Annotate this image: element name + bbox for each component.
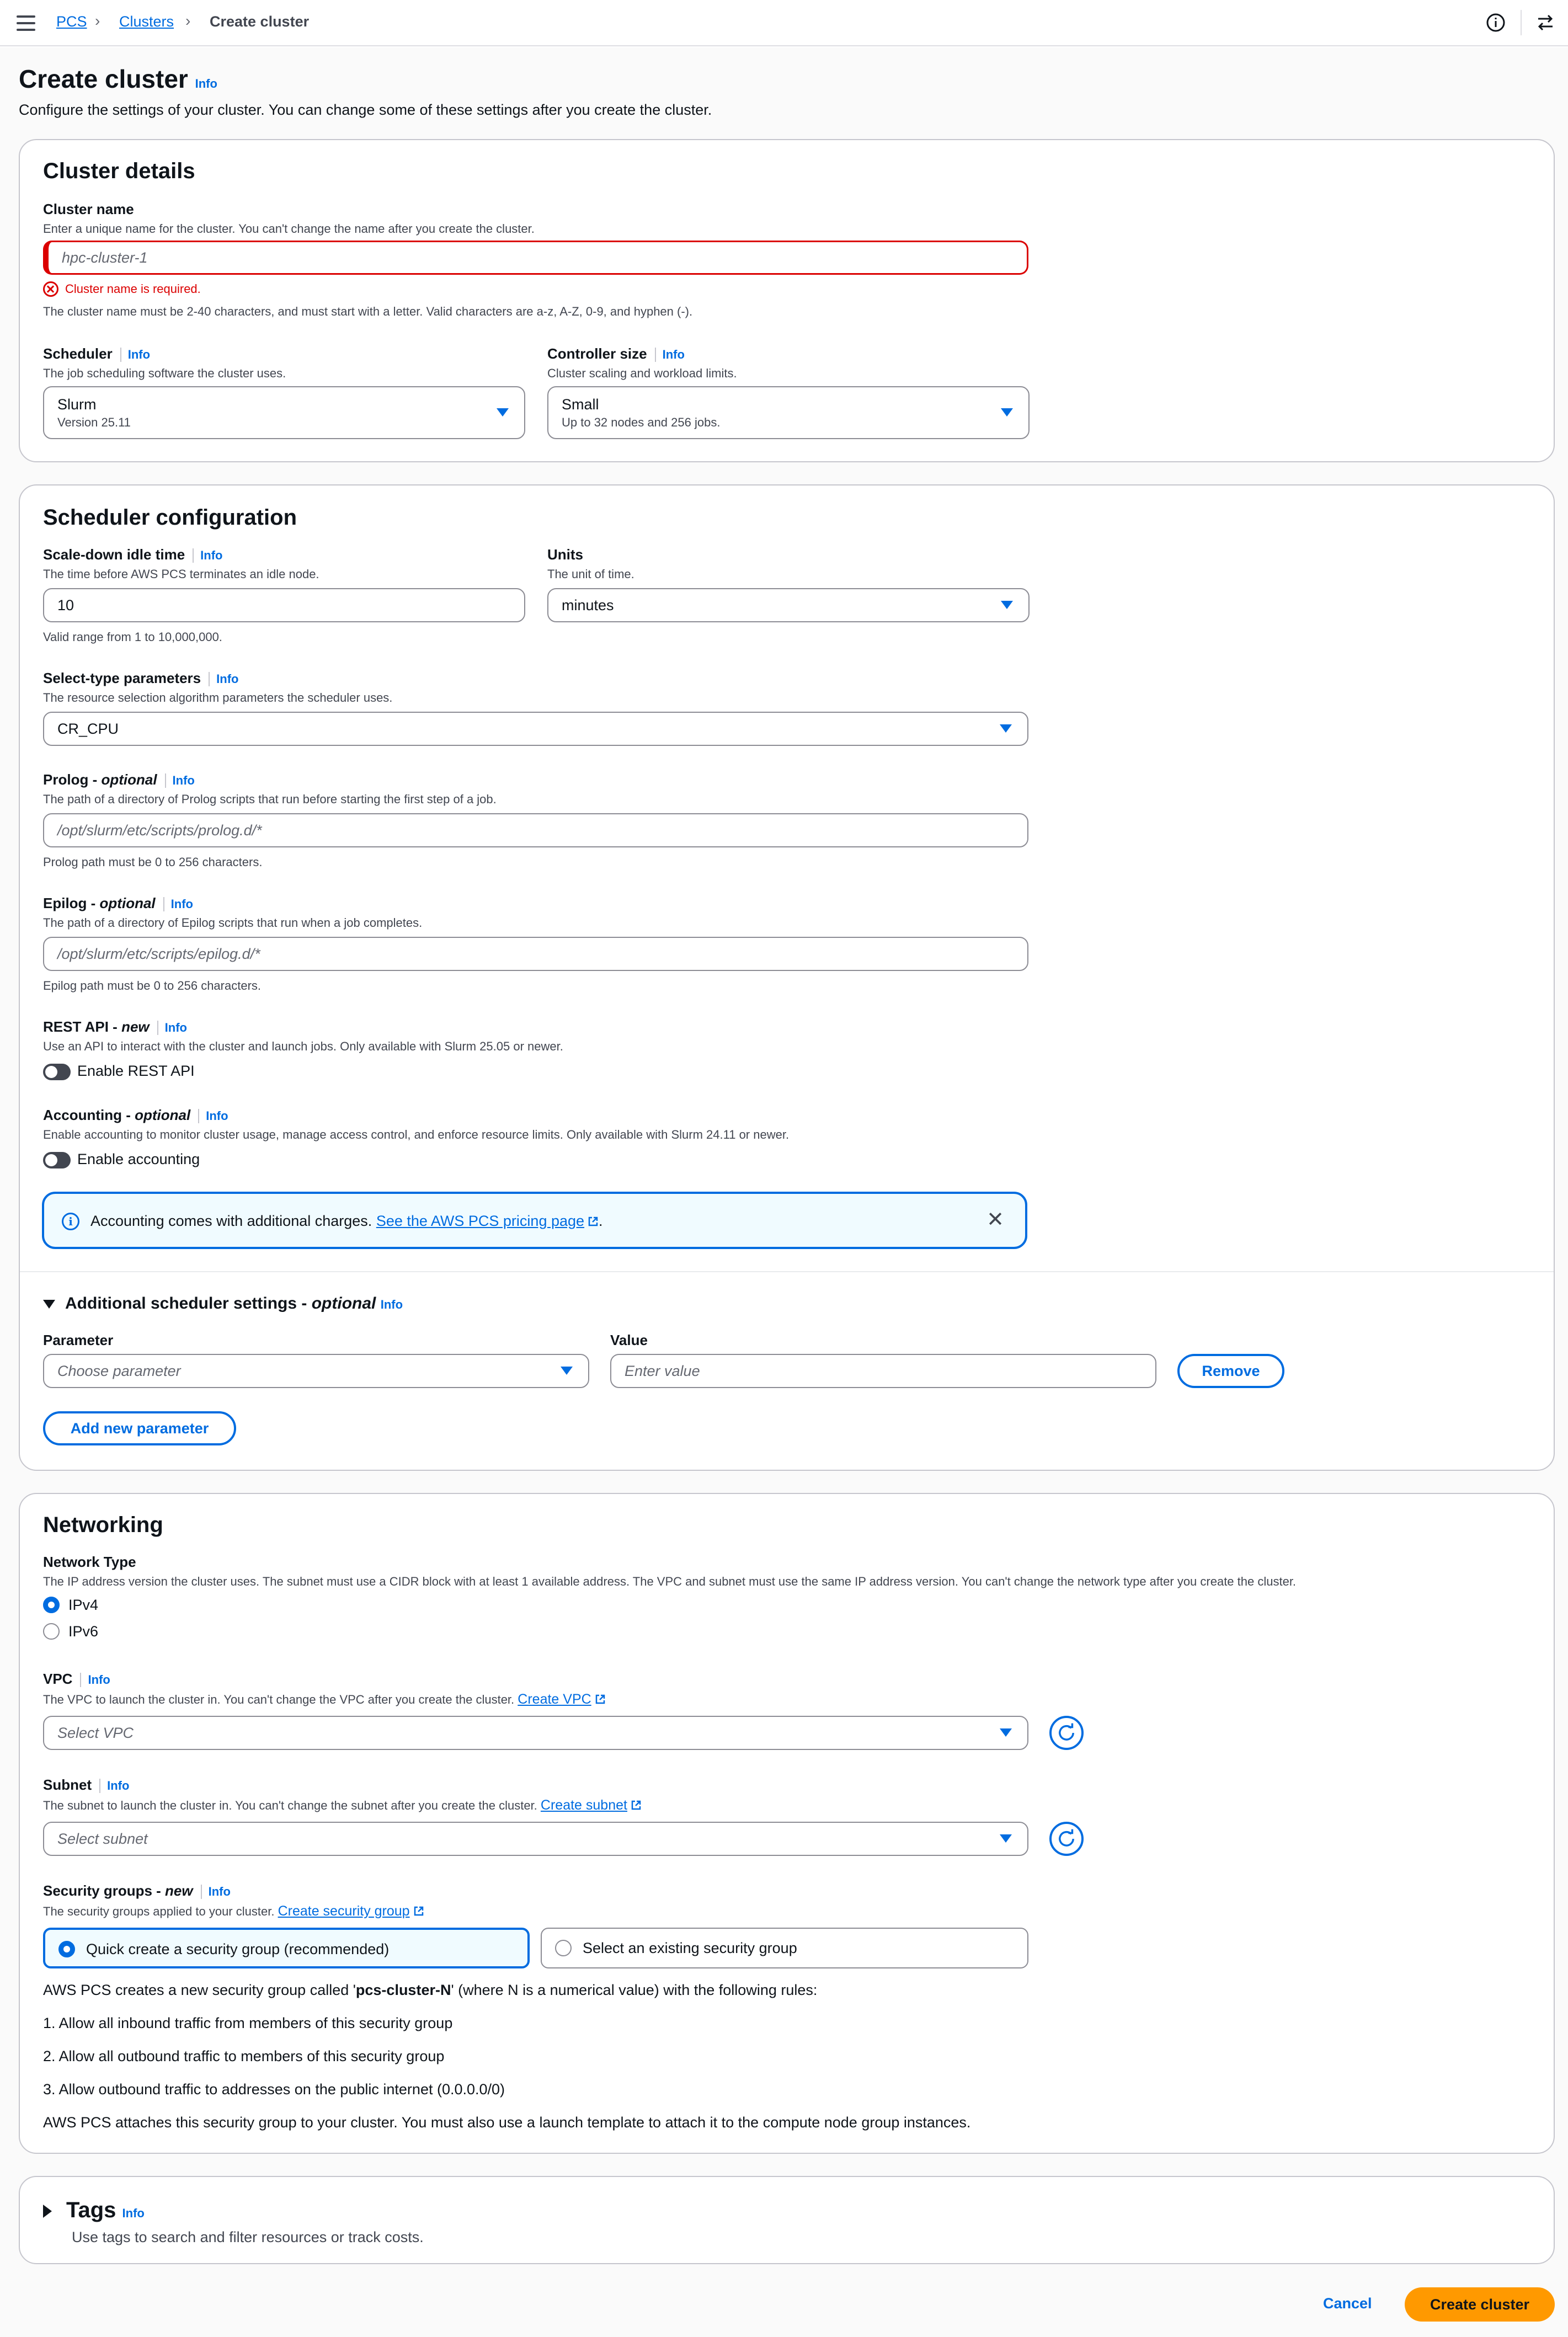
breadcrumb-clusters[interactable]: Clusters: [119, 13, 174, 30]
vpc-refresh-icon[interactable]: [1049, 1716, 1084, 1750]
parameter-select[interactable]: Choose parameter: [43, 1354, 589, 1388]
remove-button[interactable]: Remove: [1177, 1354, 1284, 1388]
rest-api-toggle[interactable]: [43, 1064, 71, 1080]
external-link-icon: [588, 1216, 599, 1227]
create-security-group-link[interactable]: Create security group: [278, 1903, 424, 1919]
rest-api-label: REST API - new Info: [43, 1018, 187, 1035]
sg-rule-1: 1. Allow all inbound traffic from members of this security group: [43, 2015, 453, 2031]
parameter-label: Parameter: [43, 1332, 114, 1348]
security-groups-description: The security groups applied to your cluster. Create security group: [43, 1903, 424, 1919]
epilog-info-link[interactable]: Info: [170, 897, 193, 911]
create-vpc-link[interactable]: Create VPC: [518, 1692, 605, 1707]
page-info-link[interactable]: Info: [195, 77, 217, 90]
breadcrumb-pcs[interactable]: PCS: [56, 13, 87, 30]
value-label: Value: [610, 1332, 648, 1348]
tags-description: Use tags to search and filter resources or track costs.: [72, 2229, 424, 2245]
network-type-description: The IP address version the cluster uses. The subnet must use a CIDR block with at least 1 available address. The VPC and subnet must use the same IP address version. You can't change the network type after you create the cluster.: [43, 1575, 1297, 1588]
external-link-icon: [595, 1694, 606, 1705]
security-groups-label: Security groups - new Info: [43, 1882, 231, 1899]
caret-down-icon: [1001, 601, 1013, 609]
prolog-label: Prolog - optional Info: [43, 771, 195, 788]
scheduler-select[interactable]: Slurm Version 25.11: [43, 386, 525, 439]
units-select[interactable]: minutes: [547, 588, 1030, 622]
caret-down-icon: [43, 1300, 55, 1309]
create-cluster-button[interactable]: Create cluster: [1405, 2287, 1555, 2322]
cluster-details-title: Cluster details: [43, 159, 195, 183]
scheduler-configuration-panel: [19, 484, 1555, 1471]
units-description: The unit of time.: [547, 567, 634, 581]
vpc-description: The VPC to launch the cluster in. You can't change the VPC after you create the cluster. Create VPC: [43, 1692, 606, 1708]
subnet-refresh-icon[interactable]: [1049, 1822, 1084, 1856]
controller-info-link[interactable]: Info: [662, 348, 685, 361]
topbar-divider: [1521, 10, 1522, 35]
top-navigation-bar: [0, 0, 1568, 46]
ipv4-radio[interactable]: [43, 1597, 60, 1613]
pricing-page-link[interactable]: See the AWS PCS pricing page: [376, 1213, 599, 1229]
ipv6-label: IPv6: [68, 1623, 99, 1640]
controller-size-select[interactable]: Small Up to 32 nodes and 256 jobs.: [547, 386, 1030, 439]
select-type-label: Select-type parameters Info: [43, 670, 239, 686]
prolog-info-link[interactable]: Info: [172, 773, 195, 787]
subnet-label: Subnet Info: [43, 1776, 130, 1793]
existing-sg-label: Select an existing security group: [583, 1940, 797, 1956]
units-label: Units: [547, 546, 583, 563]
hamburger-menu-icon[interactable]: [17, 15, 35, 31]
value-input[interactable]: Enter value: [610, 1354, 1156, 1388]
rest-api-info-link[interactable]: Info: [164, 1021, 187, 1034]
info-circle-icon[interactable]: [1485, 12, 1506, 33]
sg-rule-3: 3. Allow outbound traffic to addresses on the public internet (0.0.0.0/0): [43, 2081, 505, 2098]
prolog-input[interactable]: /opt/slurm/etc/scripts/prolog.d/*: [43, 813, 1028, 847]
close-icon[interactable]: ✕: [986, 1208, 1004, 1231]
alert-text: Accounting comes with additional charges. See the AWS PCS pricing page .: [90, 1213, 603, 1229]
tags-info-link[interactable]: Info: [122, 2206, 145, 2220]
controller-size-label: Controller size Info: [547, 345, 685, 362]
tags-expander[interactable]: Tags Info: [43, 2198, 145, 2223]
epilog-label: Epilog - optional Info: [43, 895, 193, 911]
prolog-hint: Prolog path must be 0 to 256 characters.: [43, 855, 263, 869]
cluster-details-panel: [19, 139, 1555, 462]
additional-settings-expander[interactable]: Additional scheduler settings - optional Info: [43, 1294, 403, 1313]
vpc-select[interactable]: Select VPC: [43, 1716, 1028, 1750]
select-type-info-link[interactable]: Info: [216, 672, 239, 686]
subnet-select[interactable]: Select subnet: [43, 1822, 1028, 1856]
caret-down-icon: [561, 1367, 573, 1375]
tags-panel: [19, 2176, 1555, 2264]
sg-footer-text: AWS PCS attaches this security group to your cluster. You must also use a launch template to attach it to the compute node group instances.: [43, 2114, 971, 2131]
scheduler-info-link[interactable]: Info: [127, 348, 151, 361]
vpc-info-link[interactable]: Info: [88, 1673, 110, 1687]
prolog-description: The path of a directory of Prolog scripts that run before starting the first step of a job.: [43, 792, 497, 806]
security-groups-info-link[interactable]: Info: [208, 1885, 231, 1898]
cancel-button[interactable]: Cancel: [1323, 2295, 1372, 2312]
caret-down-icon: [1000, 1834, 1012, 1843]
external-link-icon: [631, 1800, 642, 1811]
select-type-description: The resource selection algorithm parameters the scheduler uses.: [43, 691, 393, 705]
idle-time-hint: Valid range from 1 to 10,000,000.: [43, 630, 222, 644]
quick-create-sg-radio[interactable]: [58, 1941, 75, 1957]
accounting-info-link[interactable]: Info: [206, 1109, 228, 1123]
vpc-label: VPC Info: [43, 1671, 110, 1687]
caret-down-icon: [1000, 724, 1012, 733]
preferences-icon[interactable]: [1535, 12, 1556, 33]
page-title: Create cluster Info: [19, 65, 217, 93]
error-icon: [43, 281, 58, 297]
select-type-select[interactable]: CR_CPU: [43, 712, 1028, 746]
rest-api-description: Use an API to interact with the cluster and launch jobs. Only available with Slurm 25.05 or newer.: [43, 1039, 563, 1053]
controller-size-description: Cluster scaling and workload limits.: [547, 366, 737, 380]
cluster-name-error: Cluster name is required.: [43, 281, 201, 297]
idle-time-description: The time before AWS PCS terminates an idle node.: [43, 567, 319, 581]
cluster-name-constraint: The cluster name must be 2-40 characters, and must start with a letter. Valid characters are a-z, A-Z, 0-9, and hyphen (-).: [43, 305, 693, 318]
scheduler-description: The job scheduling software the cluster uses.: [43, 366, 286, 380]
create-subnet-link[interactable]: Create subnet: [541, 1797, 642, 1813]
epilog-hint: Epilog path must be 0 to 256 characters.: [43, 979, 262, 993]
subnet-info-link[interactable]: Info: [107, 1779, 130, 1792]
caret-down-icon: [497, 408, 509, 417]
epilog-description: The path of a directory of Epilog scripts that run when a job completes.: [43, 916, 423, 930]
caret-down-icon: [1000, 1728, 1012, 1737]
accounting-description: Enable accounting to monitor cluster usage, manage access control, and enforce resource limits. Only available with Slurm 24.11 or newer.: [43, 1128, 790, 1141]
rest-api-toggle-label: Enable REST API: [77, 1063, 195, 1079]
cluster-name-label: Cluster name: [43, 201, 134, 217]
chevron-right-icon: ›: [95, 12, 100, 29]
quick-create-sg-label: Quick create a security group (recommended): [86, 1941, 390, 1957]
epilog-input[interactable]: /opt/slurm/etc/scripts/epilog.d/*: [43, 937, 1028, 971]
chevron-right-icon: ›: [185, 12, 191, 29]
scheduler-label: Scheduler Info: [43, 345, 151, 362]
additional-settings-info-link[interactable]: Info: [380, 1298, 403, 1311]
idle-time-label: Scale-down idle time Info: [43, 546, 223, 563]
breadcrumb-current: Create cluster: [210, 13, 310, 30]
ipv6-radio[interactable]: [43, 1623, 60, 1640]
accounting-toggle[interactable]: [43, 1152, 71, 1168]
external-link-icon: [413, 1906, 424, 1917]
existing-sg-radio[interactable]: [555, 1940, 572, 1956]
info-icon: i: [62, 1213, 79, 1230]
existing-sg-tile[interactable]: [541, 1928, 1028, 1968]
accounting-toggle-label: Enable accounting: [77, 1151, 200, 1167]
accounting-label: Accounting - optional Info: [43, 1107, 228, 1123]
idle-time-info-link[interactable]: Info: [200, 548, 223, 562]
caret-right-icon: [43, 2205, 52, 2218]
accounting-info-alert: [42, 1192, 1027, 1249]
add-new-parameter-button[interactable]: Add new parameter: [43, 1411, 236, 1445]
section-divider: [20, 1271, 1554, 1272]
networking-title: Networking: [43, 1513, 163, 1537]
cluster-name-description: Enter a unique name for the cluster. You can't change the name after you create the cluster.: [43, 222, 535, 236]
page-description: Configure the settings of your cluster. You can change some of these settings after you create the cluster.: [19, 102, 712, 118]
sg-explanation: AWS PCS creates a new security group called 'pcs-cluster-N' (where N is a numerical value) with the following rules:: [43, 1982, 818, 1998]
caret-down-icon: [1001, 408, 1013, 417]
subnet-description: The subnet to launch the cluster in. You can't change the subnet after you create the cluster. Create subnet: [43, 1797, 642, 1813]
quick-create-sg-tile[interactable]: [43, 1928, 530, 1968]
cluster-name-input[interactable]: hpc-cluster-1: [43, 241, 1028, 275]
network-type-label: Network Type: [43, 1554, 136, 1570]
networking-panel: [19, 1493, 1555, 2154]
idle-time-input[interactable]: 10: [43, 588, 525, 622]
scheduler-configuration-title: Scheduler configuration: [43, 505, 297, 530]
sg-rule-2: 2. Allow all outbound traffic to members of this security group: [43, 2048, 445, 2064]
ipv4-label: IPv4: [68, 1597, 99, 1613]
